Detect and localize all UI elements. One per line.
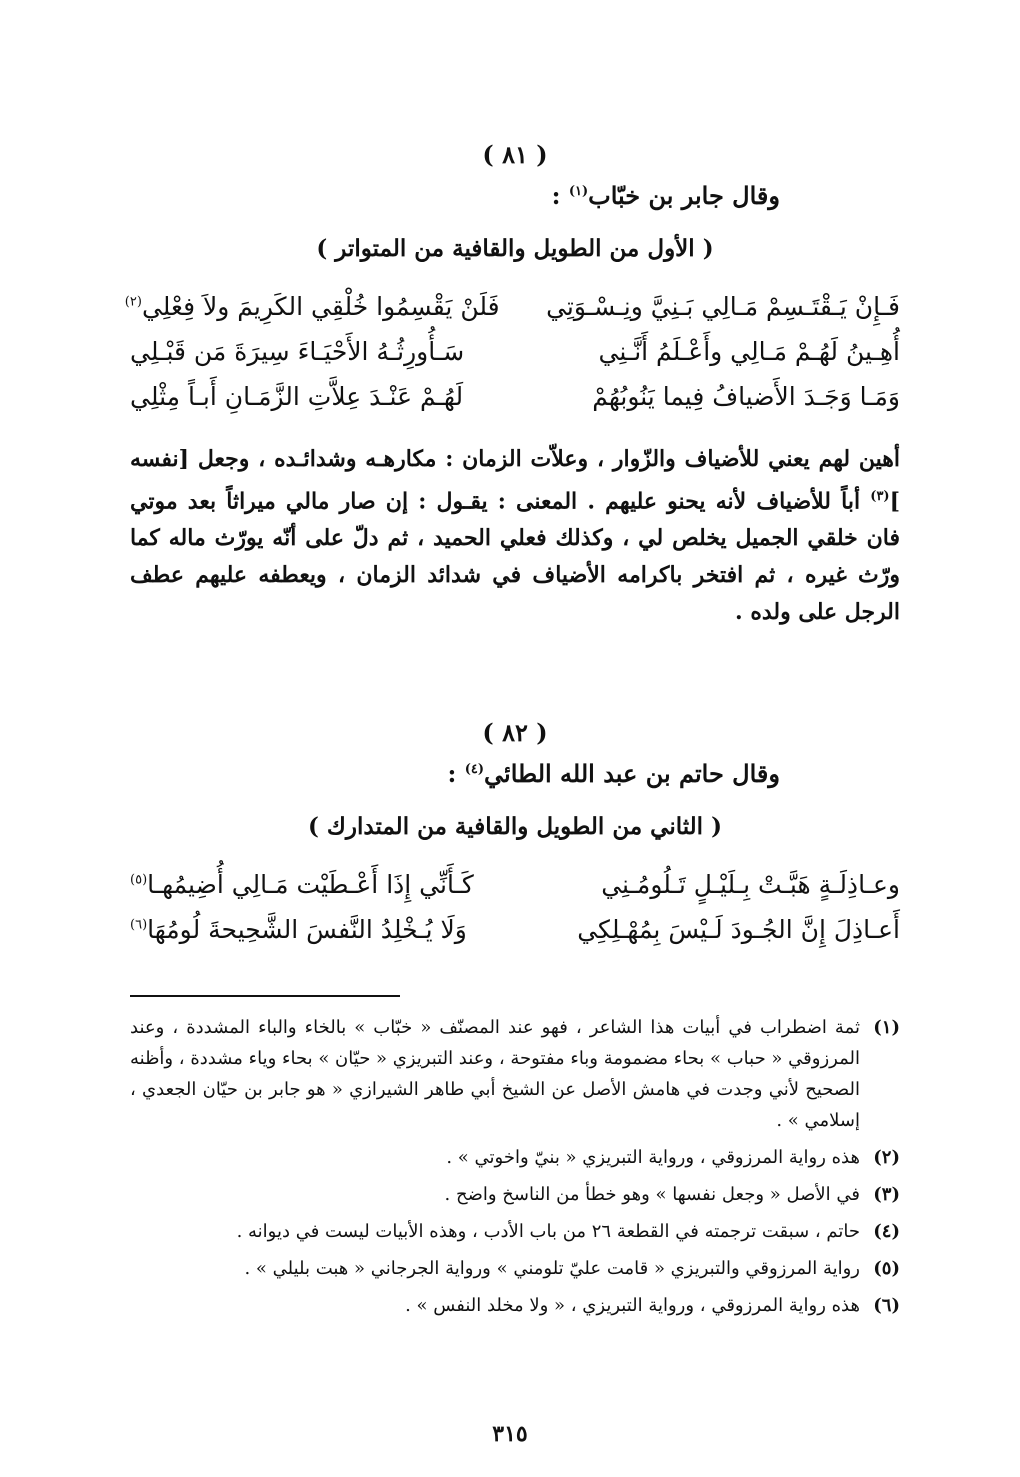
footnote-number: (٣) <box>873 1184 900 1205</box>
footnote-text: هذه رواية المرزوقي ، ورواية التبريزي ، « ولا مخلد النفس » . <box>405 1295 860 1316</box>
hemistich-second <box>130 915 500 944</box>
footnote-text: ثمة اضطراب في أبيات هذا الشاعر ، فهو عند المصنّف « خبّاب » بالخاء والباء المشددة ، وعند المرزوقي « حباب » بحاء مضمومة وباء مفتوحة ، وعند التبريزي « حيّان » بحاء وياء مشددة ، وأظنه الصحيح لأني وجدت في هامش الأصل عن الشيخ أبي طاهر الشيرازي « هو جابر بن حيّان الجعدي ، إسلامي » . <box>129 1017 860 1131</box>
verse <box>124 284 900 329</box>
footnote-ref: (٦) <box>130 917 148 933</box>
footnote-number: (٦) <box>873 1295 900 1316</box>
footnote-ref: (٤) <box>464 762 485 777</box>
commentary-text: أباً للأضياف لأنه يحنو عليهم . المعنى : يقـول : إن صار مالي ميراثاً بعد موتي فان خلقي الجميل يخلص لي ، وكذلك فعلي الحميد ، ثم دلّ على أنّه يورّث ماله كما ورّث غيره ، ثم افتخر باكرامه الأضياف في شدائد الزمان ، ويعطفه عليهم عطف الرجل على ولده . <box>130 488 900 626</box>
intro-colon: : <box>551 181 569 210</box>
footnote <box>130 1253 900 1284</box>
meter-label: ( الأول من الطويل والقافية من المتواتر ) <box>316 235 714 262</box>
footnote-ref: (٥) <box>130 872 148 888</box>
hemistich-second: سَـأُورِثُـهُ الأَحْيَـاءَ سِيرَةَ مَن قَبْـلِي <box>130 337 465 366</box>
page-number: ٣١٥ <box>492 1421 528 1447</box>
verse <box>130 862 900 907</box>
footnote-text: حاتم ، سبقت ترجمته في القطعة ٢٦ من باب الأدب ، وهذه الأبيات ليست في ديوانه . <box>236 1221 860 1242</box>
footnote <box>130 1290 900 1321</box>
hemistich-text: كَـأَنِّي إِذَا أَعْـطَيْت مَـالِي أُضِيمُهـا <box>147 870 474 899</box>
hemistich-text: وَلَا يُـخْلِدُ النَّفسَ الشَّحِيحةَ لُومُهَا <box>147 915 467 944</box>
poem-intro <box>130 759 900 788</box>
hemistich-second <box>130 870 500 899</box>
commentary <box>130 441 900 631</box>
poem-number: ( ٨٢ ) <box>482 718 548 747</box>
footnote <box>130 1216 900 1247</box>
hemistich-first: أُهِـينُ لَهُـمْ مَـالِي وأَعْـلَمُ أَنَّـنِي <box>598 337 900 366</box>
page <box>124 140 900 1417</box>
poem-number: ( ٨١ ) <box>482 140 548 169</box>
footnote-text: في الأصل « وجعل نفسها » وهو خطأ من الناسخ واضح . <box>444 1184 860 1205</box>
footnote-ref: (١) <box>568 184 589 199</box>
hemistich-first: فَـإِنْ يَـقْتَـسِمْ مَـالِي بَـنِيَّ ونِـسْـوَتِي <box>546 292 900 321</box>
footnote-ref: (٣) <box>870 489 890 504</box>
footnote-divider <box>130 995 400 997</box>
footnote-number: (١) <box>873 1017 900 1038</box>
verse <box>130 329 900 374</box>
poem-82 <box>130 718 900 952</box>
hemistich-second: لَهُـمْ عَنْـدَ عِلاَّتِ الزَّمَـانِ أَبـاً مِثْلِي <box>130 382 464 411</box>
intro-text: وقال حاتم بن عبد الله الطائي <box>484 759 780 788</box>
hemistich-text: فَلَنْ يَقْسِمُوا خُلْقِي الكَرِيمَ ولاَ فِعْلِي <box>141 292 500 321</box>
footnote-text: هذه رواية المرزوقي ، ورواية التبريزي « بنيّ واخوتي » . <box>446 1147 860 1168</box>
footnote-number: (٢) <box>873 1147 900 1168</box>
verse <box>130 907 900 952</box>
hemistich-second <box>124 292 500 321</box>
verse <box>130 374 900 419</box>
poem-81 <box>124 140 900 631</box>
footnote-text: رواية المرزوقي والتبريزي « قامت عليّ تلومني » ورواية الجرجاني « هبت بليلي » . <box>244 1258 860 1279</box>
footnote-number: (٤) <box>873 1221 900 1242</box>
meter-label: ( الثاني من الطويل والقافية من المتدارك ) <box>308 813 722 840</box>
intro-colon: : <box>447 759 465 788</box>
footnote <box>130 1179 900 1210</box>
hemistich-first: وَمَـا وَجَـدَ الأَضيافُ فِيما يَنُوبُهُمْ <box>592 382 900 411</box>
commentary-text: أهين لهم يعني للأضياف والزّوار ، وعلاّت الزمان : مكارهـه وشدائـده ، وجعل [نفسه ] <box>130 446 900 515</box>
hemistich-first: أَعـاذِلَ إِنَّ الجُـودَ لَـيْسَ بِمُهْـلِكِي <box>577 915 900 944</box>
footnote-number: (٥) <box>873 1258 900 1279</box>
footnote <box>130 1142 900 1173</box>
footnote <box>130 1012 900 1136</box>
intro-text: وقال جابر بن خبّاب <box>588 181 780 210</box>
footnotes <box>130 1012 900 1321</box>
poem-intro <box>130 181 900 210</box>
verses <box>124 284 900 419</box>
footnote-ref: (٢) <box>124 294 142 310</box>
verses <box>130 862 900 952</box>
hemistich-first: وعـاذِلَـةٍ هَبَّـتْ بِـلَيْـلٍ تَـلُومُـنِي <box>601 870 900 899</box>
